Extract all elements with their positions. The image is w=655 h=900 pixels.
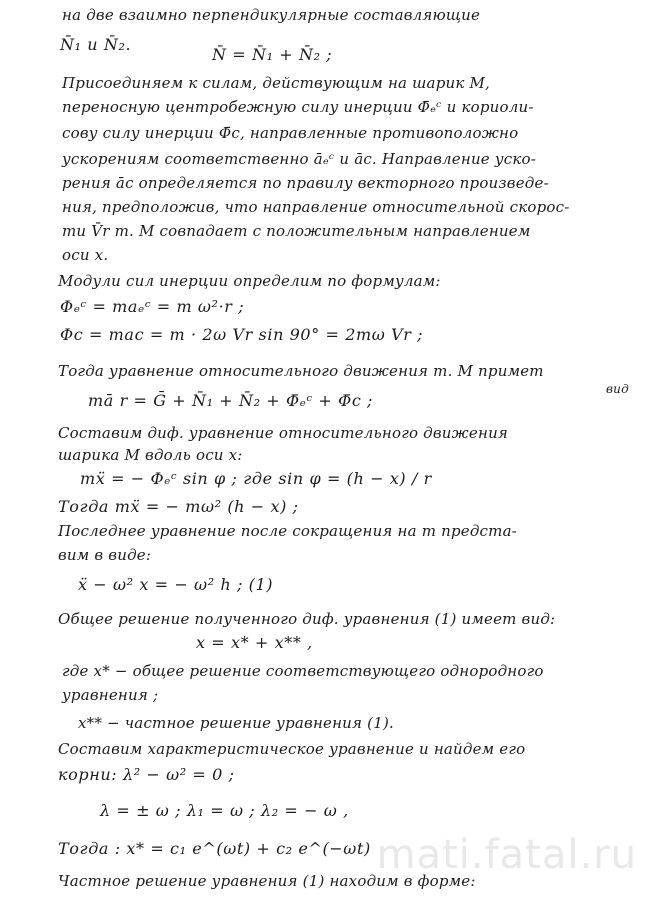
equation-line: Тогда mẍ = − mω² (h − x) ; [58, 497, 299, 516]
text-line: Модули сил инерции определим по формулам: [58, 272, 441, 290]
text-line: Частное решение уравнения (1) находим в форме: [58, 872, 476, 890]
text-line: на две взаимно перпендикулярные составляющие [62, 6, 481, 24]
equation-line: Тогда : x* = c₁ e^(ωt) + c₂ e^(−ωt) [58, 839, 371, 858]
text-line: x** − частное решение уравнения (1). [78, 714, 394, 732]
equation-line: x = x* + x** , [196, 633, 313, 652]
text-line: сову силу инерции Φ̄c, направленные противоположно [62, 124, 519, 142]
equation-line: mā r = Ḡ + N̄₁ + N̄₂ + Φ̄ₑᶜ + Φ̄c ; [88, 391, 374, 410]
equation-line: корни: λ² − ω² = 0 ; [58, 765, 235, 784]
text-line: Тогда уравнение относительного движения т. M примет [58, 362, 544, 380]
text-line: Составим диф. уравнение относительного движения [58, 424, 509, 442]
text-line: Общее решение полученного диф. уравнения (1) имеет вид: [58, 610, 556, 628]
text-line: вид [606, 382, 629, 396]
text-line: ния, предположив, что направление относительной скорос- [62, 198, 570, 216]
text-line: переносную центробежную силу инерции Φ̄ₑᶜ и кориоли- [62, 98, 534, 116]
equation-line: mẍ = − Φₑᶜ sin φ ; где sin φ = (h − x) / r [80, 469, 432, 488]
text-line: уравнения ; [62, 686, 159, 704]
text-line: Составим характеристическое уравнение и найдем его [58, 740, 526, 758]
text-line: ти V̄r т. M совпадает с положительным направлением [62, 222, 531, 240]
text-line: рения āc определяется по правилу векторного произведе- [62, 174, 549, 192]
equation-line: λ = ± ω ; λ₁ = ω ; λ₂ = − ω , [100, 801, 349, 820]
equation-line: ẍ − ω² x = − ω² h ; (1) [78, 575, 274, 594]
text-line: оси x. [62, 246, 109, 264]
watermark-text: mati.fatal.ru [376, 832, 637, 878]
text-line: Присоединяем к силам, действующим на шарик M, [62, 74, 491, 92]
text-line: вим в виде: [58, 546, 152, 564]
equation-line: Φₑᶜ = maₑᶜ = m ω²·r ; [60, 297, 245, 316]
text-line: Последнее уравнение после сокращения на m предста- [58, 522, 517, 540]
equation-line: N̄ = N̄₁ + N̄₂ ; [212, 45, 333, 64]
text-line: N̄₁ и N̄₂. [60, 35, 132, 54]
text-line: ускорениям соответственно āₑᶜ и āc. Направление уско- [62, 150, 537, 168]
text-line: где x* − общее решение соответствующего однородного [62, 662, 544, 680]
equation-line: Φc = mac = m · 2ω Vr sin 90° = 2mω Vr ; [60, 325, 424, 344]
text-line: шарика M вдоль оси x: [58, 446, 243, 464]
